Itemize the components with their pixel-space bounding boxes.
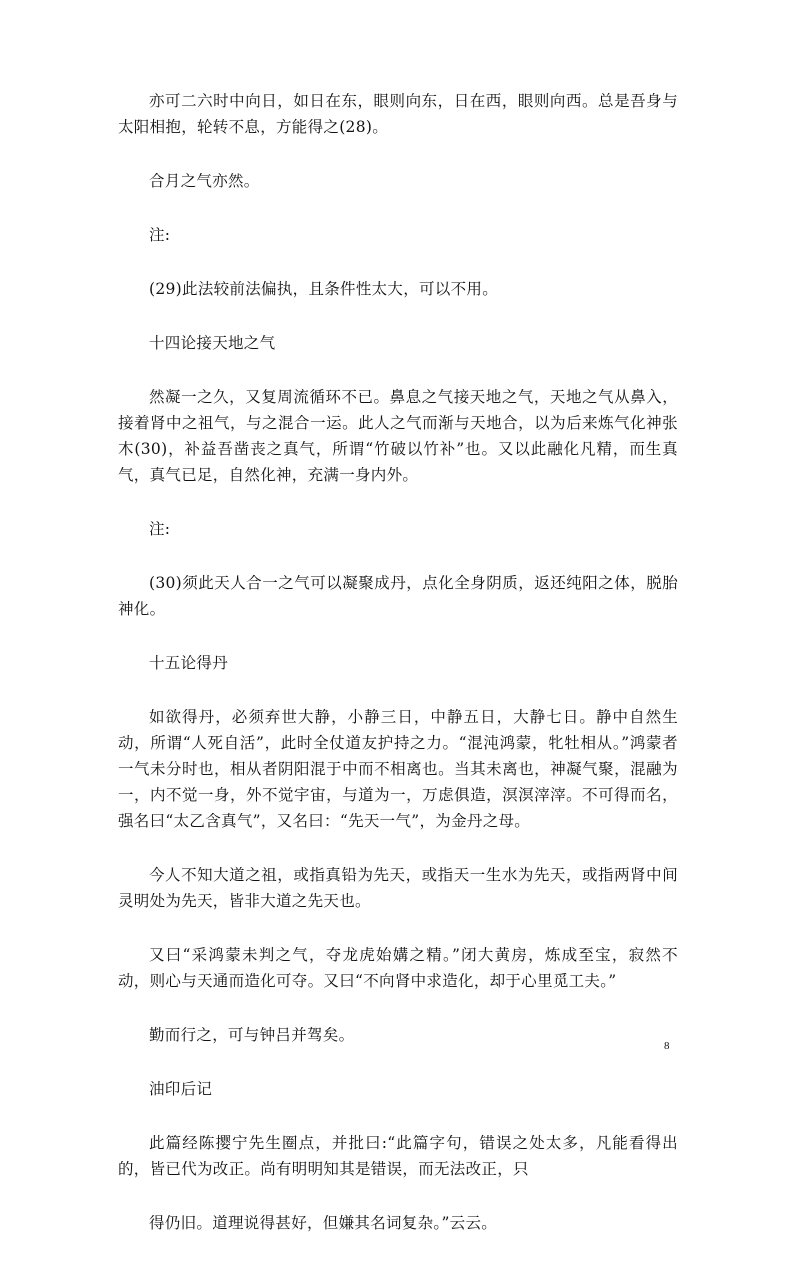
note-label: 注: [149, 226, 171, 244]
paragraph: 勤而行之，可与钟吕并驾矣。 [149, 1026, 355, 1044]
section-heading: 十五论得丹 [149, 654, 229, 672]
paragraph: 今人不知大道之祖，或指真铅为先天，或指天一生水为先天，或指两肾中间灵明处为先天，皆非大道之先天也。 [118, 866, 678, 910]
page-number: 8 [664, 1040, 670, 1052]
paragraph: 又曰“采鸿蒙未判之气，夺龙虎始媾之精。”闭大黄房，炼成至宝，寂然不动，则心与天通而造化可夺。又曰“不向肾中求造化，却于心里觅工夫。” [118, 946, 678, 990]
note-text: (30)须此天人合一之气可以凝聚成丹，点化全身阴质，返还纯阳之体，脱胎神化。 [118, 574, 678, 618]
section-heading: 十四论接天地之气 [149, 334, 276, 352]
page-content [118, 88, 678, 1264]
paragraph: 得仍旧。道理说得甚好，但嫌其名词复杂。”云云。 [149, 1214, 498, 1232]
paragraph: 如欲得丹，必须弃世大静，小静三日，中静五日，大静七日。静中自然生动，所谓“人死自活”，此时全仗道友护持之力。“混沌鸿蒙，牝牡相从。”鸿蒙者一气未分时也，相从者阴阳混于中而不相离也。当其未离也，神凝气聚，混融为一，内不觉一身，外不觉宇宙，与道为一，万虑俱造，溟溟滓滓。不可得而名，强名曰“太乙含真气”，又名曰：“先天一气”，为金丹之母。 [118, 708, 678, 830]
paragraph: 然凝一之久，又复周流循环不已。鼻息之气接天地之气，天地之气从鼻入，接着肾中之祖气，与之混合一运。此人之气而渐与天地合，以为后来炼气化神张木(30)，补益吾凿丧之真气，所谓“竹破以竹补”也。又以此融化凡精，而生真气，真气已足，自然化神，充满一身内外。 [118, 388, 678, 484]
paragraph: 此篇经陈撄宁先生圈点，并批曰:“此篇字句，错误之处太多，凡能看得出的，皆已代为改正。尚有明明知其是错误，而无法改正，只 [118, 1134, 678, 1178]
note-text: (29)此法较前法偏执，且条件性太大，可以不用。 [149, 280, 499, 298]
section-heading: 油印后记 [149, 1080, 213, 1098]
paragraph: 合月之气亦然。 [149, 172, 260, 190]
paragraph: 亦可二六时中向日，如日在东，眼则向东，日在西，眼则向西。总是吾身与太阳相抱，轮转不息，方能得之(28)。 [118, 92, 678, 136]
note-label: 注: [149, 520, 171, 538]
